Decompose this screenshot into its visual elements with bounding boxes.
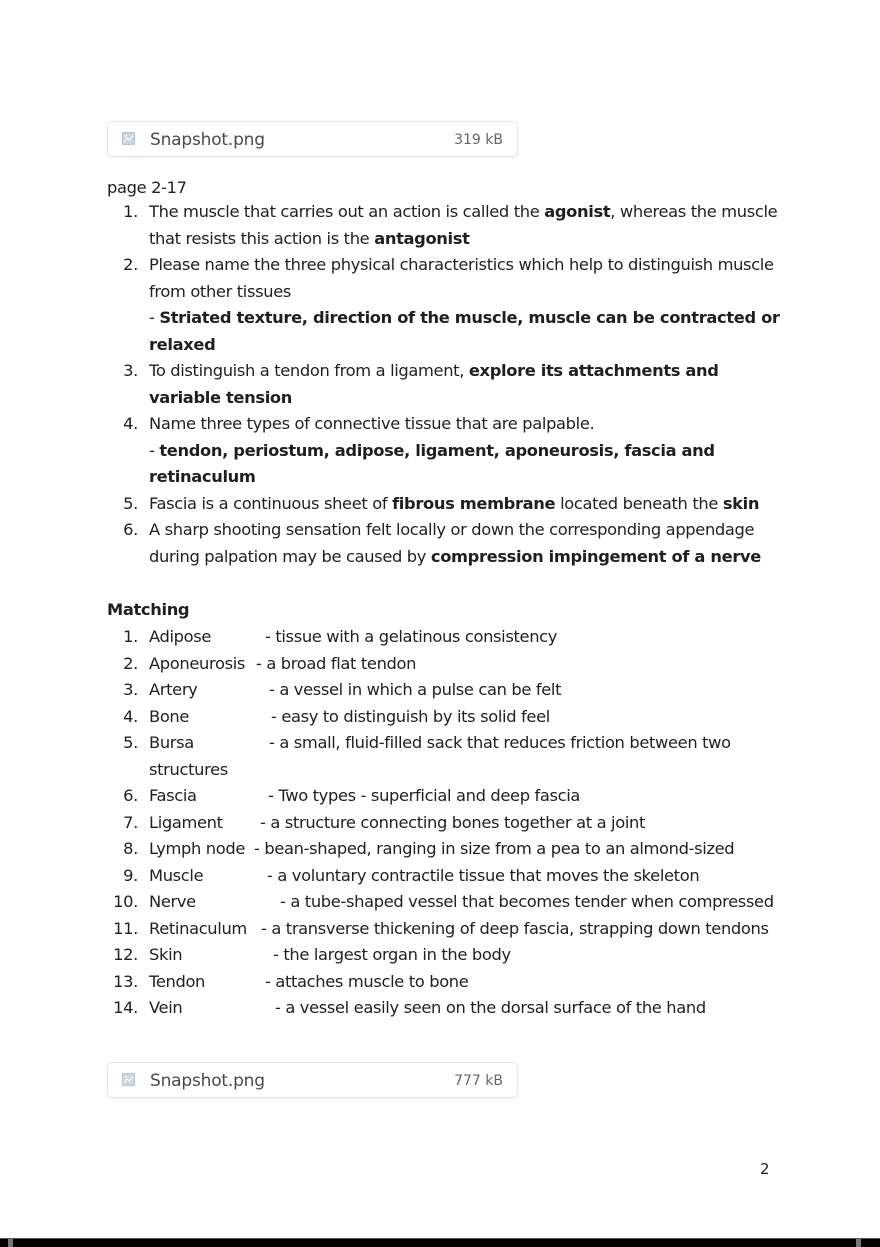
question-text: from other tissues [149,281,292,301]
question-line [149,279,787,306]
question-list [107,199,787,570]
answer-text: Striated texture, direction of the muscle, muscle can be contracted or [159,308,780,327]
matching-term: Skin [149,945,183,964]
list-number: 14. [113,998,138,1017]
matching-definition: - a small, fluid-filled sack that reduces friction between two [269,733,731,752]
matching-term: Nerve [149,892,196,911]
matching-definition: - tissue with a gelatinous consistency [265,627,558,646]
list-number: 11. [113,918,138,938]
question-item [107,411,787,491]
list-number: 13. [113,971,138,991]
list-number: 3. [123,680,138,699]
question-text: The muscle that carries out an action is called the [149,202,545,221]
horizontal-scrollbar[interactable] [0,1238,880,1247]
matching-term: Tendon [149,971,206,991]
question-text: Fascia is a continuous sheet of [149,493,393,513]
matching-definition: - attaches muscle to bone [265,971,469,991]
matching-term: Muscle [149,865,204,885]
matching-term: Lymph node [149,839,246,858]
matching-item [107,969,807,996]
matching-definition: - Two types - superficial and deep fascia [268,786,581,805]
scroll-left-handle[interactable] [8,1239,13,1247]
question-line [149,385,787,412]
matching-term: Aponeurosis [149,653,246,673]
question-text: during palpation may be caused by [149,546,431,566]
question-line [149,411,787,438]
question-item [107,491,787,518]
matching-definition-continued: structures [149,759,228,779]
answer-text: explore its attachments and [468,361,719,380]
question-text: , whereas the muscle [610,202,778,221]
attachment-file-size: 319 kB [454,132,503,148]
matching-definition: - a structure connecting bones together at a joint [260,812,645,832]
answer-text: antagonist [374,228,470,248]
question-text: To distinguish a tendon from a ligament, [149,361,469,380]
page-number: 2 [760,1160,770,1178]
matching-item [107,916,807,943]
matching-definition: - bean-shaped, ranging in size from a pea to an almond-sized [254,839,735,858]
matching-list [107,624,807,1022]
matching-term: Fascia [149,786,197,805]
list-number: 12. [113,945,138,964]
question-item [107,358,787,411]
question-line [149,544,787,571]
list-number: 4. [123,414,138,433]
question-text: that resists this action is the [149,228,375,248]
matching-definition: - a voluntary contractile tissue that moves the skeleton [267,865,700,885]
matching-item [107,624,807,651]
attachment-file-size: 777 kB [454,1073,503,1089]
image-file-icon [122,1073,135,1086]
list-number: 10. [113,892,138,911]
matching-item [107,810,807,837]
matching-term: Ligament [149,812,223,832]
answer-text: retinaculum [149,467,256,486]
question-item [107,517,787,570]
question-line [149,252,787,279]
attachment-file-name: Snapshot.png [150,130,265,150]
list-number: 2. [123,653,138,673]
answer-text: tendon, periostum, adipose, ligament, aponeurosis, fascia and [159,440,715,460]
question-line [149,332,787,359]
matching-term: Adipose [149,627,212,646]
matching-term: Bone [149,706,190,726]
matching-term: Bursa [149,733,194,752]
question-line [149,199,787,226]
matching-item [107,730,807,783]
matching-term: Artery [149,680,198,699]
answer-text: agonist [544,202,611,221]
matching-definition: - a tube-shaped vessel that becomes tender when compressed [280,892,774,911]
matching-term: Vein [149,998,183,1017]
attachment-file-name: Snapshot.png [150,1071,265,1091]
question-text: - [149,308,160,327]
question-text: located beneath the [555,493,723,513]
question-line [149,491,787,518]
list-number: 5. [123,733,138,752]
attachment-snapshot-1[interactable] [107,121,518,157]
page-reference: page 2-17 [107,178,187,197]
matching-item [107,704,807,731]
question-item [107,199,787,252]
question-line [149,438,787,465]
list-number: 8. [123,839,138,858]
list-number: 4. [123,706,138,726]
list-number: 1. [123,202,138,221]
question-line [149,517,787,544]
matching-item [107,783,807,810]
matching-item [107,889,807,916]
question-line [149,226,787,253]
answer-text: compression impingement of a nerve [430,546,761,566]
list-number: 6. [123,520,138,539]
question-text: Name three types of connective tissue that are palpable. [149,414,595,433]
list-number: 9. [123,865,138,885]
list-number: 6. [123,786,138,805]
answer-text: relaxed [149,334,216,354]
matching-definition: - a vessel in which a pulse can be felt [269,680,562,699]
matching-term: Retinaculum [149,918,247,938]
matching-item [107,942,807,969]
question-text: Please name the three physical characteristics which help to distinguish muscle [149,255,774,274]
matching-definition: - a transverse thickening of deep fascia, strapping down tendons [261,918,769,938]
list-number: 5. [123,493,138,513]
matching-definition: - a broad flat tendon [256,653,417,673]
matching-heading: Matching [107,600,190,619]
question-text: A sharp shooting sensation felt locally or down the corresponding appendage [149,520,755,539]
matching-definition: - a vessel easily seen on the dorsal surface of the hand [275,998,706,1017]
list-number: 1. [123,627,138,646]
image-file-icon [122,132,135,145]
matching-item [107,651,807,678]
question-line [149,464,787,491]
attachment-snapshot-2[interactable] [107,1062,518,1098]
answer-text: variable tension [149,387,293,407]
matching-item [107,995,807,1022]
question-line [149,305,787,332]
list-number: 3. [123,361,138,380]
matching-item [107,863,807,890]
matching-item [107,836,807,863]
matching-definition: - the largest organ in the body [273,945,511,964]
list-number: 2. [123,255,138,274]
question-line [149,358,787,385]
question-text: - [149,440,160,460]
matching-definition: - easy to distinguish by its solid feel [271,706,550,726]
answer-text: skin [722,493,760,513]
list-number: 7. [123,812,138,832]
question-item [107,252,787,358]
scroll-right-handle[interactable] [856,1239,861,1247]
matching-item [107,677,807,704]
answer-text: fibrous membrane [392,493,556,513]
